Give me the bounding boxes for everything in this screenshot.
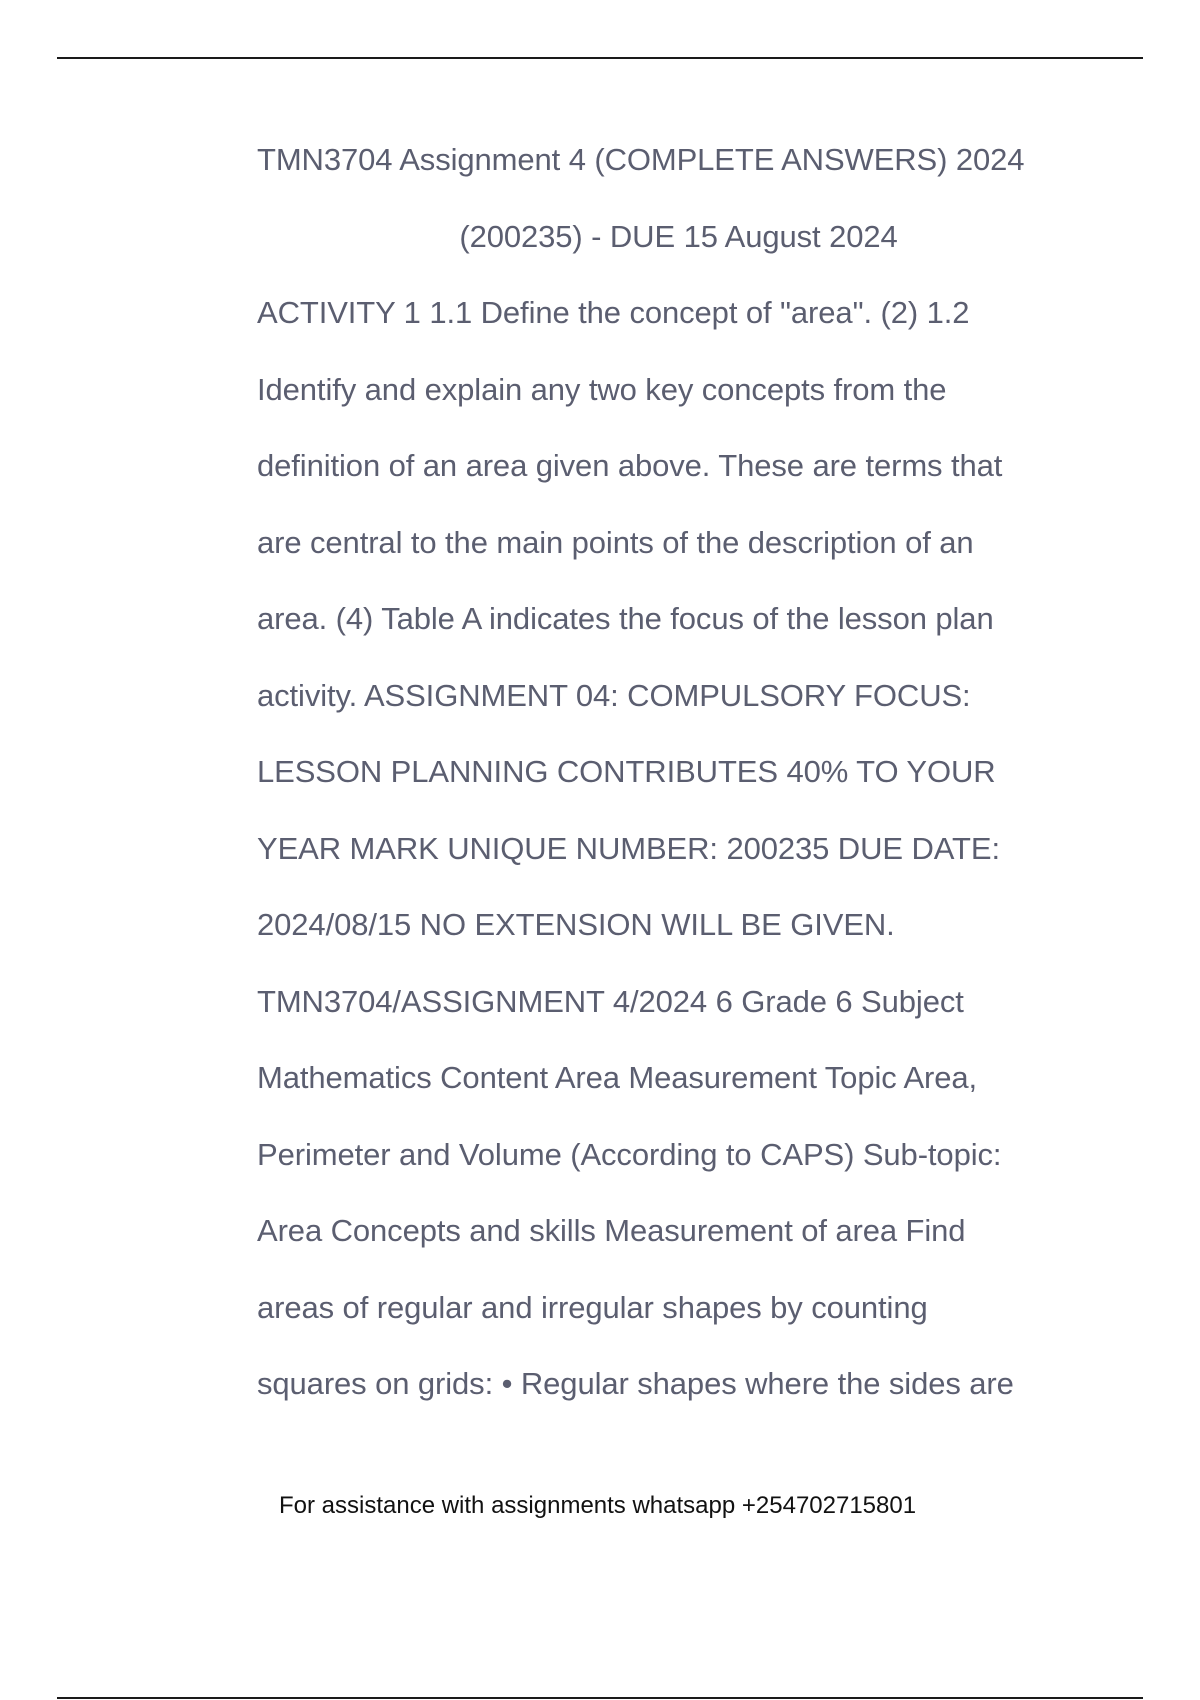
body-line: Perimeter and Volume (According to CAPS) Sub-topic:: [257, 1136, 1002, 1172]
title-line-2: (200235) - DUE 15 August 2024: [459, 218, 898, 254]
body-line: YEAR MARK UNIQUE NUMBER: 200235 DUE DATE:: [257, 830, 1000, 866]
bottom-rule: [57, 1697, 1143, 1699]
top-rule: [57, 57, 1143, 59]
body-line: Identify and explain any two key concepts from the: [257, 371, 947, 407]
assistance-footer-note: For assistance with assignments whatsapp +254702715801: [279, 1492, 917, 1519]
body-line: squares on grids: • Regular shapes where the sides are: [257, 1366, 1014, 1401]
body-line: definition of an area given above. These are terms that: [257, 448, 1003, 483]
body-line: areas of regular and irregular shapes by counting: [257, 1289, 928, 1325]
body-line: activity. ASSIGNMENT 04: COMPULSORY FOCUS:: [257, 677, 971, 713]
body-line: LESSON PLANNING CONTRIBUTES 40% TO YOUR: [257, 754, 996, 789]
body-line: TMN3704/ASSIGNMENT 4/2024 6 Grade 6 Subject: [257, 983, 964, 1019]
body-line: are central to the main points of the description of an: [257, 524, 974, 560]
title-line-1: TMN3704 Assignment 4 (COMPLETE ANSWERS) 2024: [257, 142, 1025, 177]
body-line: area. (4) Table A indicates the focus of the lesson plan: [257, 601, 994, 636]
body-line: Mathematics Content Area Measurement Topic Area,: [257, 1060, 978, 1095]
body-line: 2024/08/15 NO EXTENSION WILL BE GIVEN.: [257, 907, 895, 942]
body-line: Area Concepts and skills Measurement of area Find: [257, 1213, 966, 1248]
document-body: [257, 122, 1100, 1423]
body-line: ACTIVITY 1 1.1 Define the concept of "area". (2) 1.2: [257, 295, 970, 330]
